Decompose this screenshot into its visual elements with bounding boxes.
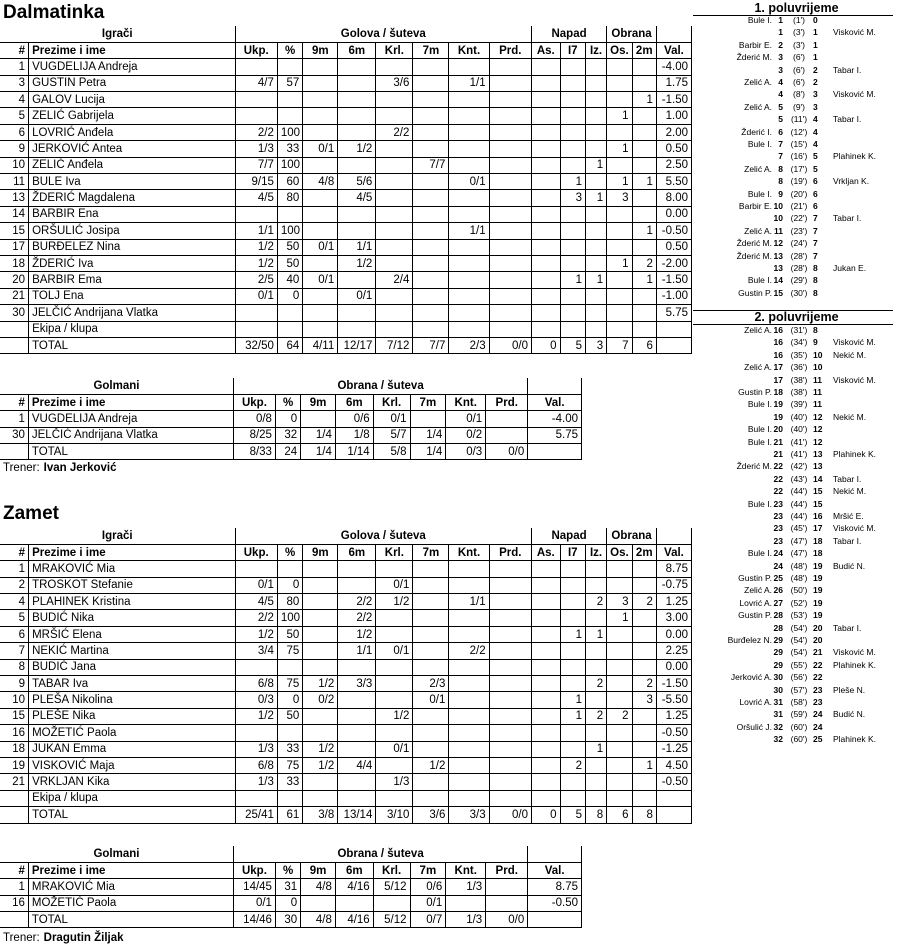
goal-event: Lovrić A. 27 (52') 19 <box>739 597 823 608</box>
goal-event: Zelić A. 11 (23') 7 <box>744 225 818 236</box>
goal-event: 16 (34') 9 Visković M. <box>773 337 876 348</box>
column-header-row: # Prezime i ime Ukp. % 9m 6m Krl. 7m Knt. Prd. As. I7 Iz. Os. 2m Val. <box>0 42 692 58</box>
player-row: 8 BUDIĆ Jana 0.00 <box>0 659 692 675</box>
player-row: 6 LOVRIĆ Anđela 2/2 100 2/2 2.00 <box>0 124 692 140</box>
half-1-heading: 1. poluvrijeme <box>754 1 839 15</box>
player-row: 9 JERKOVIĆ Antea 1/3 33 0/1 1/2 1 0.50 <box>0 141 692 157</box>
goal-event: Bule I. 24 (47') 18 <box>747 548 823 559</box>
goal-event: 3 (6') 2 Tabar I. <box>778 64 862 75</box>
goalkeeper-row: TOTAL 14/46 30 4/8 4/16 5/12 0/7 1/3 0/0 <box>0 912 582 928</box>
goalkeepers-table-2 <box>0 846 582 928</box>
player-row: 4 PLAHINEK Kristina 4/5 80 2/2 1/2 1/1 2 3 2 1.25 <box>0 594 692 610</box>
goal-event: 23 (45') 17 Visković M. <box>773 523 876 534</box>
coach-label: Trener: <box>3 932 40 944</box>
goal-event: 5 (11') 4 Tabar I. <box>778 114 862 125</box>
goal-event: 22 (43') 14 Tabar I. <box>773 473 862 484</box>
goalkeeper-row: 30 JELČIĆ Andrijana Vlatka 8/25 32 1/4 1/8 5/7 1/4 0/2 5.75 <box>0 427 582 443</box>
goal-event: 28 (54') 20 Tabar I. <box>773 622 862 633</box>
goal-event: Bule I. 14 (29') 8 <box>747 275 818 286</box>
player-row: 10 ZELIĆ Anđela 7/7 100 7/7 1 2.50 <box>0 157 692 173</box>
player-row: 9 TABAR Iva 6/8 75 1/2 3/3 2/3 2 2 -1.50 <box>0 676 692 692</box>
player-row: 1 MRAKOVIĆ Mia 8.75 <box>0 561 692 577</box>
goal-event: 29 (55') 22 Plahinek K. <box>773 659 876 670</box>
gk-column-header-row: # Prezime i ime Ukp. % 9m 6m Krl. 7m Knt. Prd. Val. <box>0 394 582 410</box>
coach-label: Trener: <box>3 462 40 474</box>
player-row: 14 BARBIR Ena 0.00 <box>0 206 692 222</box>
player-row: 21 VRKLJAN Kika 1/3 33 1/3 -0.50 <box>0 774 692 790</box>
goal-event: Žderić M. 3 (6') 1 <box>736 52 818 63</box>
player-row: 20 BARBIR Ema 2/5 40 0/1 2/4 1 1 1 -1.50 <box>0 272 692 288</box>
gk-group-header-row: Golmani Obrana / šuteva <box>0 846 582 862</box>
goal-event: Žderić I. 6 (12') 4 <box>741 126 818 137</box>
goal-event: Žderić M. 12 (24') 7 <box>736 238 818 249</box>
group-header-row: Igrači Golova / šuteva Napad Obrana <box>0 528 692 544</box>
goal-event: Gustin P. 25 (48') 19 <box>738 573 823 583</box>
goal-event: Žderić M. 22 (42') 13 <box>736 461 823 472</box>
goal-event: 30 (57') 23 Pleše N. <box>773 684 866 695</box>
goal-event: Zelić A. 5 (9') 3 <box>744 101 818 112</box>
goal-event: 32 (60') 25 Plahinek K. <box>773 734 876 745</box>
goal-event: Bule I. 19 (39') 11 <box>747 399 822 410</box>
player-row: 1 VUGDELIJA Andreja -4.00 <box>0 59 692 75</box>
goal-event: 23 (44') 16 Mršić E. <box>773 511 864 521</box>
goal-event: Lovrić A. 31 (58') 23 <box>739 697 823 707</box>
goal-event: 16 (35') 10 Nekić M. <box>773 349 867 360</box>
goal-event: Zelić A. 8 (17') 5 <box>744 163 818 174</box>
player-row: 11 BULE Iva 9/15 60 4/8 5/6 0/1 1 1 1 5.50 <box>0 174 692 190</box>
player-row: 3 GUSTIN Petra 4/7 57 3/6 1/1 1.75 <box>0 75 692 91</box>
player-row: 2 TROSKOT Stefanie 0/1 0 0/1 -0.75 <box>0 577 692 593</box>
player-row: Ekipa / klupa <box>0 321 692 337</box>
coach-name: Ivan Jerković <box>43 462 117 474</box>
goalkeeper-row: TOTAL 8/33 24 1/4 1/14 5/8 1/4 0/3 0/0 <box>0 444 582 460</box>
half-2-heading: 2. poluvrijeme <box>754 310 839 324</box>
goal-event: Gustin P. 28 (53') 19 <box>738 610 823 621</box>
goalkeepers-table-1 <box>0 378 582 460</box>
goal-event: 13 (28') 8 Jukan E. <box>773 263 867 273</box>
goal-event: 31 (59') 24 Budić N. <box>773 709 866 720</box>
goal-event: Jerković A. 30 (56') 22 <box>730 672 823 683</box>
goal-event: Barbir E. 10 (21') 6 <box>738 201 818 211</box>
player-row: 15 ORŠULIĆ Josipa 1/1 100 1/1 1 -0.50 <box>0 223 692 239</box>
player-row: 18 ŽDERIĆ Iva 1/2 50 1/2 1 2 -2.00 <box>0 255 692 271</box>
team-title-1: Dalmatinka <box>3 2 105 23</box>
goal-event: Bule I. 21 (41') 12 <box>747 436 823 447</box>
player-row: 6 MRŠIĆ Elena 1/2 50 1/2 1 1 0.00 <box>0 626 692 642</box>
goal-event: Barbir E. 2 (3') 1 <box>738 39 818 50</box>
goal-event: Bule I. 1 (1') 0 <box>747 15 818 25</box>
goal-event: Oršulić J. 32 (60') 24 <box>736 721 823 732</box>
coach-2 <box>3 932 124 944</box>
goal-event: 19 (40') 12 Nekić M. <box>773 411 867 422</box>
gk-group-header-row: Golmani Obrana / šuteva <box>0 378 582 394</box>
goal-event: 23 (47') 18 Tabar I. <box>773 535 862 546</box>
player-row: 16 MOŽETIĆ Paola -0.50 <box>0 725 692 741</box>
goal-timeline <box>693 0 900 952</box>
goal-event: Burđelez N. 29 (54') 20 <box>727 635 823 645</box>
goal-event: Zelić A. 4 (6') 2 <box>744 77 818 87</box>
player-row: 7 NEKIĆ Martina 3/4 75 1/1 0/1 2/2 2.25 <box>0 643 692 659</box>
goal-event: 29 (54') 21 Visković M. <box>773 647 876 658</box>
goal-event: Bule I. 20 (40') 12 <box>747 424 823 435</box>
goal-event: 8 (19') 6 Vrkljan K. <box>778 176 870 187</box>
goal-event: Žderić M. 13 (28') 7 <box>736 250 818 261</box>
goalkeeper-row: 1 MRAKOVIĆ Mia 14/45 31 4/8 4/16 5/12 0/6 1/3 8.75 <box>0 879 582 895</box>
goal-event: Bule I. 9 (20') 6 <box>747 188 818 199</box>
player-row: 17 BURĐELEZ Nina 1/2 50 0/1 1/1 0.50 <box>0 239 692 255</box>
goal-event: Bule I. 7 (15') 4 <box>747 139 818 149</box>
goal-event: Zelić A. 16 (31') 8 <box>744 325 818 335</box>
coach-1 <box>3 462 117 474</box>
player-row: 30 JELČIĆ Andrijana Vlatka 5.75 <box>0 305 692 321</box>
player-row: 4 GALOV Lucija 1 -1.50 <box>0 92 692 108</box>
goal-event: 10 (22') 7 Tabar I. <box>773 213 862 224</box>
player-row: TOTAL 32/50 64 4/11 12/17 7/12 7/7 2/3 0/0 0 5 3 7 6 <box>0 337 692 353</box>
column-header-row: # Prezime i ime Ukp. % 9m 6m Krl. 7m Knt. Prd. As. I7 Iz. Os. 2m Val. <box>0 544 692 560</box>
goalkeeper-row: 16 MOŽETIĆ Paola 0/1 0 0/1 -0.50 <box>0 895 582 911</box>
player-row: 15 PLEŠE Nika 1/2 50 1/2 1 2 2 1.25 <box>0 708 692 724</box>
group-header-row: Igrači Golova / šuteva Napad Obrana <box>0 26 692 42</box>
goal-event: Zelić A. 17 (36') 10 <box>744 362 823 373</box>
gk-column-header-row: # Prezime i ime Ukp. % 9m 6m Krl. 7m Knt. Prd. Val. <box>0 862 582 878</box>
player-row: 19 VISKOVIĆ Maja 6/8 75 1/2 4/4 1/2 2 1 4.50 <box>0 757 692 773</box>
player-row: 21 TOLJ Ena 0/1 0 0/1 -1.00 <box>0 288 692 304</box>
goal-event: Gustin P. 15 (30') 8 <box>738 287 818 298</box>
player-row: 18 JUKAN Emma 1/3 33 1/2 0/1 1 -1.25 <box>0 741 692 757</box>
goal-event: 17 (38') 11 Visković M. <box>773 374 876 385</box>
goal-event: Gustin P. 18 (38') 11 <box>738 387 822 397</box>
players-table-2 <box>0 528 692 824</box>
player-row: Ekipa / klupa <box>0 790 692 806</box>
goal-event: 4 (8') 3 Visković M. <box>778 89 876 100</box>
coach-name: Dragutin Žiljak <box>43 932 124 944</box>
player-row: 5 ZELIĆ Gabrijela 1 1.00 <box>0 108 692 124</box>
team-title-2: Zamet <box>3 503 59 524</box>
goal-event: 21 (41') 13 Plahinek K. <box>773 449 876 459</box>
player-row: 13 ŽDERIĆ Magdalena 4/5 80 4/5 3 1 3 8.00 <box>0 190 692 206</box>
goal-event: Bule I. 23 (44') 15 <box>747 498 823 509</box>
goal-event: 7 (16') 5 Plahinek K. <box>778 151 876 162</box>
goal-event: Zelić A. 26 (50') 19 <box>744 585 823 596</box>
player-row: TOTAL 25/41 61 3/8 13/14 3/10 3/6 3/3 0/0 0 5 8 6 8 <box>0 807 692 823</box>
player-row: 5 BUDIĆ Nika 2/2 100 2/2 1 3.00 <box>0 610 692 626</box>
goal-event: 22 (44') 15 Nekić M. <box>773 486 867 497</box>
players-table-1 <box>0 26 692 354</box>
player-row: 10 PLEŠA Nikolina 0/3 0 0/2 0/1 1 3 -5.50 <box>0 692 692 708</box>
goalkeeper-row: 1 VUGDELIJA Andreja 0/8 0 0/6 0/1 0/1 -4.00 <box>0 411 582 427</box>
goal-event: 24 (48') 19 Budić N. <box>773 560 866 571</box>
goal-event: 1 (3') 1 Visković M. <box>778 27 876 38</box>
